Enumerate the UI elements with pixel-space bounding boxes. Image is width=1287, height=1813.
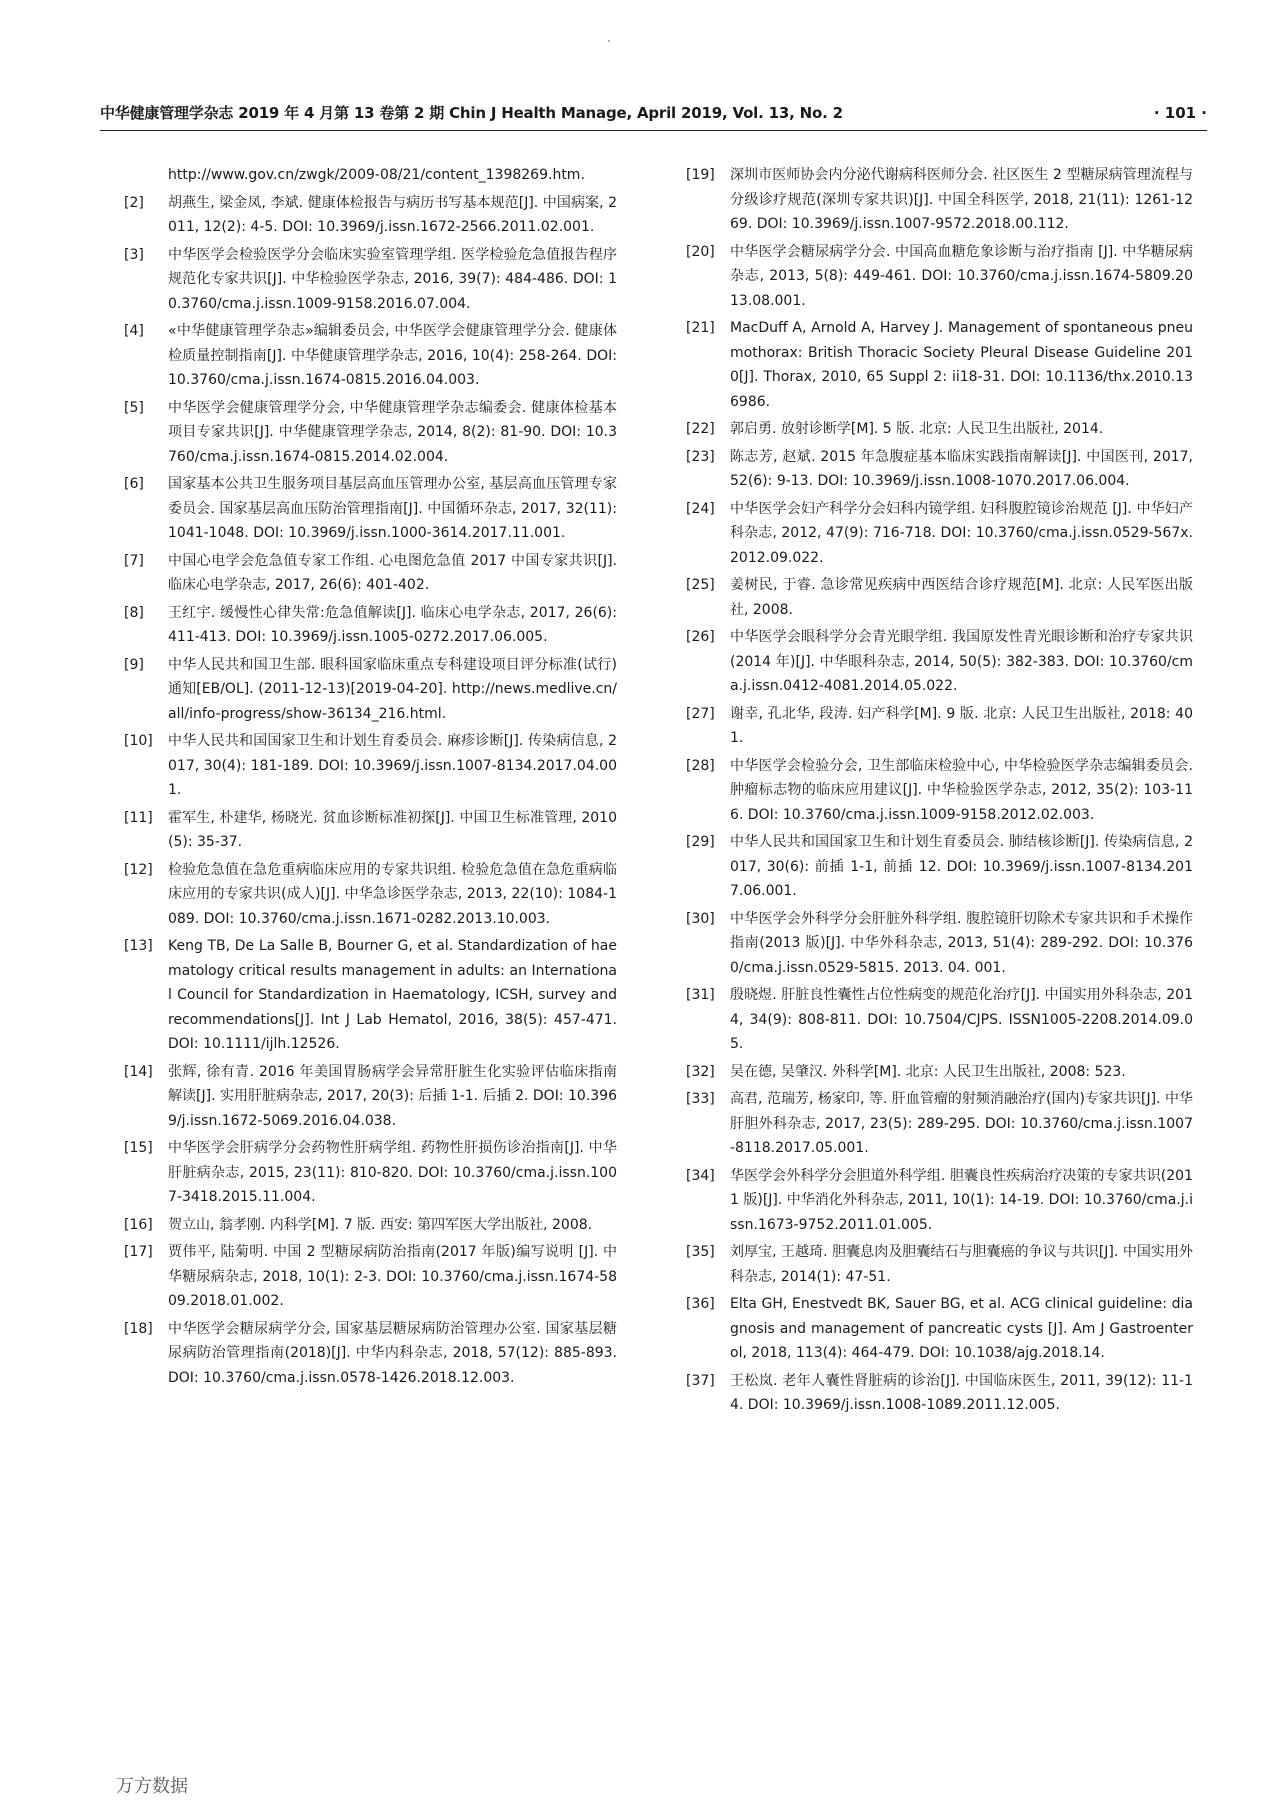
reference-entry <box>124 319 617 393</box>
reference-number: [4] <box>124 323 144 339</box>
reference-text: 中华医学会眼科学分会青光眼学组. 我国原发性青光眼诊断和治疗专家共识(2014 年)[J]. 中华眼科杂志, 2014, 50(5): 382-383. DOI: 10.3760/cma.j.issn.0412-4081.2014.05.022. <box>730 629 1193 694</box>
reference-number: [16] <box>124 1216 153 1233</box>
reference-number: [11] <box>124 809 153 826</box>
references-left-column <box>124 163 617 1393</box>
reference-number: [36] <box>686 1296 715 1312</box>
reference-entry <box>124 934 617 1057</box>
reference-number: [19] <box>686 167 715 183</box>
reference-text: 中华人民共和国卫生部. 眼科国家临床重点专科建设项目评分标准(试行)通知[EB/OL]. (2011-12-13)[2019-04-20]. http://news.medlive.cn/all/info-progress/show-36134_216.html. <box>168 656 617 722</box>
reference-number: [33] <box>686 1091 715 1107</box>
reference-entry <box>124 806 617 855</box>
reference-number: [28] <box>686 757 715 774</box>
reference-entry <box>686 316 1193 414</box>
reference-entry <box>686 1060 1193 1085</box>
reference-text: 殷晓煜. 肝脏良性囊性占位性病变的规范化治疗[J]. 中国实用外科杂志, 2014, 34(9): 808-811. DOI: 10.7504/CJPS. ISSN1005-2208.2014.09.05. <box>730 987 1193 1052</box>
reference-number: [14] <box>124 1063 153 1080</box>
reference-entry <box>124 1317 617 1391</box>
reference-number: [6] <box>124 476 144 492</box>
reference-text: 王松岚. 老年人囊性肾脏病的诊治[J]. 中国临床医生, 2011, 39(12): 11-14. DOI: 10.3969/j.issn.1008-1089.2011.12.005. <box>730 1372 1193 1413</box>
reference-text: Keng TB, De La Salle B, Bourner G, et al. Standardization of haematology critical results management in adults: an International Council for Standardization in Haematology, ICSH, survey and recommendations[J]. Int J Lab Hematol, 2016, 38(5): 457-471. DOI: 10.1111/ijlh.12526. <box>168 938 617 1052</box>
reference-entry <box>124 729 617 803</box>
reference-text: 高君, 范瑞芳, 杨家印, 等. 肝血管瘤的射频消融治疗(国内)专家共识[J]. 中华肝胆外科杂志, 2017, 23(5): 289-295. DOI: 10.3760/cma.j.issn.1007-8118.2017.05.001. <box>730 1091 1193 1156</box>
reference-number: [35] <box>686 1244 715 1260</box>
reference-entry <box>686 1369 1193 1418</box>
watermark-wanfang: 万方数据 <box>116 1776 188 1797</box>
reference-text: 吴在德, 吴肇汉. 外科学[M]. 北京: 人民卫生出版社, 2008: 523. <box>730 1063 1126 1080</box>
journal-citation-line: 中华健康管理学杂志 2019 年 4 月第 13 卷第 2 期 Chin J Health Manage, April 2019, Vol. 13, No. 2 <box>100 104 843 122</box>
reference-number: [30] <box>686 910 715 927</box>
reference-entry <box>686 907 1193 981</box>
reference-entry <box>124 163 617 188</box>
reference-text: 中华医学会检验医学分会临床实验室管理学组. 医学检验危急值报告程序规范化专家共识[J]. 中华检验医学杂志, 2016, 39(7): 484-486. DOI: 10.3760/cma.j.issn.1009-9158.2016.07.004. <box>168 246 617 312</box>
reference-number: [29] <box>686 834 715 850</box>
reference-text: 王红宇. 缓慢性心律失常:危急值解读[J]. 临床心电学杂志, 2017, 26(6): 411-413. DOI: 10.3969/j.issn.1005-0272.2017.06.005. <box>168 604 617 645</box>
reference-entry <box>686 240 1193 314</box>
reference-entry <box>124 1240 617 1314</box>
reference-entry <box>124 1136 617 1210</box>
reference-text: 中华人民共和国国家卫生和计划生育委员会. 麻疹诊断[J]. 传染病信息, 2017, 30(4): 181-189. DOI: 10.3969/j.issn.1007-8134.2017.04.001. <box>168 733 617 798</box>
reference-number: [2] <box>124 194 144 211</box>
reference-number: [23] <box>686 448 715 465</box>
reference-text: 姜树民, 于睿. 急诊常见疾病中西医结合诊疗规范[M]. 北京: 人民军医出版社, 2008. <box>730 577 1193 618</box>
reference-entry <box>686 1087 1193 1161</box>
reference-number: [8] <box>124 604 144 621</box>
reference-text: 中华医学会检验分会, 卫生部临床检验中心, 中华检验医学杂志编辑委员会. 肿瘤标志物的临床应用建议[J]. 中华检验医学杂志, 2012, 35(2): 103-116. DOI: 10.3760/cma.j.issn.1009-9158.2012.02.003. <box>730 757 1193 823</box>
reference-text: 中华医学会妇产科学分会妇科内镜学组. 妇科腹腔镜诊治规范 [J]. 中华妇产科杂志, 2012, 47(9): 716-718. DOI: 10.3760/cma.j.issn.0529-567x.2012.09.022. <box>730 500 1193 566</box>
reference-number: [34] <box>686 1167 715 1184</box>
reference-text: 谢幸, 孔北华, 段涛. 妇产科学[M]. 9 版. 北京: 人民卫生出版社, 2018: 401. <box>730 705 1193 746</box>
reference-number: [22] <box>686 421 715 437</box>
reference-number: [27] <box>686 705 715 722</box>
reference-text: 贺立山, 翁孝刚. 内科学[M]. 7 版. 西安: 第四军医大学出版社, 2008. <box>168 1216 593 1233</box>
reference-entry <box>686 702 1193 751</box>
reference-text: 郭启勇. 放射诊断学[M]. 5 版. 北京: 人民卫生出版社, 2014. <box>730 421 1104 437</box>
reference-entry <box>686 830 1193 904</box>
reference-number: [5] <box>124 399 144 416</box>
running-header <box>100 100 1207 131</box>
reference-number: [15] <box>124 1140 153 1156</box>
reference-entry <box>124 243 617 317</box>
reference-number: [32] <box>686 1063 715 1080</box>
reference-text: 中华医学会外科学分会肝脏外科学组. 腹腔镜肝切除术专家共识和手术操作指南(2013 版)[J]. 中华外科杂志, 2013, 51(4): 289-292. DOI: 10.3760/cma.j.issn.0529-5815. 2013. 04. 001. <box>730 910 1193 976</box>
reference-text: Elta GH, Enestvedt BK, Sauer BG, et al. ACG clinical guideline: diagnosis and management of pancreatic cysts [J]. Am J Gastroenterol, 2018, 113(4): 464-479. DOI: 10.1038/ajg.2018.14. <box>730 1296 1193 1361</box>
reference-text: 中国心电学会危急值专家工作组. 心电图危急值 2017 中国专家共识[J]. 临床心电学杂志, 2017, 26(6): 401-402. <box>168 552 617 593</box>
reference-number: [18] <box>124 1320 153 1337</box>
reference-text: MacDuff A, Arnold A, Harvey J. Management of spontaneous pneumothorax: British Thoracic Society Pleural Disease Guideline 2010[J]. Thorax, 2010, 65 Suppl 2: ii18-31. DOI: 10.1136/thx.2010.136986. <box>730 320 1193 410</box>
reference-text: 中华医学会糖尿病学分会. 中国高血糖危象诊断与治疗指南 [J]. 中华糖尿病杂志, 2013, 5(8): 449-461. DOI: 10.3760/cma.j.issn.1674-5809.2013.08.001. <box>730 243 1193 309</box>
reference-number: [13] <box>124 938 153 954</box>
reference-entry <box>686 445 1193 494</box>
reference-text: 中华医学会健康管理学分会, 中华健康管理学杂志编委会. 健康体检基本项目专家共识[J]. 中华健康管理学杂志, 2014, 8(2): 81-90. DOI: 10.3760/cma.j.issn.1674-0815.2014.02.004. <box>168 399 617 465</box>
reference-number: [7] <box>124 552 144 569</box>
reference-text: «中华健康管理学杂志»编辑委员会, 中华医学会健康管理学分会. 健康体检质量控制指南[J]. 中华健康管理学杂志, 2016, 10(4): 258-264. DOI: 10.3760/cma.j.issn.1674-0815.2016.04.003. <box>168 323 617 388</box>
reference-entry <box>686 754 1193 828</box>
reference-number: [9] <box>124 656 144 673</box>
reference-entry <box>686 625 1193 699</box>
reference-entry <box>124 653 617 727</box>
reference-entry <box>124 472 617 546</box>
reference-entry <box>686 163 1193 237</box>
reference-entry <box>686 573 1193 622</box>
reference-number: [24] <box>686 500 715 517</box>
reference-text: 中华医学会肝病学分会药物性肝病学组. 药物性肝损伤诊治指南[J]. 中华肝脏病杂志, 2015, 23(11): 810-820. DOI: 10.3760/cma.j.issn.1007-3418.2015.11.004. <box>168 1140 617 1205</box>
reference-entry <box>686 497 1193 571</box>
reference-number: [3] <box>124 246 144 263</box>
reference-entry <box>686 417 1193 442</box>
page-number: · 101 · <box>1153 104 1207 122</box>
reference-text: 胡燕生, 梁金凤, 李斌. 健康体检报告与病历书写基本规范[J]. 中国病案, 2011, 12(2): 4-5. DOI: 10.3969/j.issn.1672-2566.2011.02.001. <box>168 194 617 235</box>
reference-number: [10] <box>124 733 153 749</box>
reference-entry <box>124 1213 617 1238</box>
reference-text: 陈志芳, 赵斌. 2015 年急腹症基本临床实践指南解读[J]. 中国医刊, 2017, 52(6): 9-13. DOI: 10.3969/j.issn.1008-1070.2017.06.004. <box>730 448 1193 489</box>
reference-number: [17] <box>124 1244 153 1260</box>
reference-number: [20] <box>686 243 715 260</box>
reference-entry <box>124 601 617 650</box>
reference-text: 中华人民共和国国家卫生和计划生育委员会. 肺结核诊断[J]. 传染病信息, 2017, 30(6): 前插 1-1, 前插 12. DOI: 10.3969/j.issn.1007-8134.2017.06.001. <box>730 834 1193 899</box>
reference-number: [31] <box>686 987 715 1003</box>
reference-entry <box>686 1240 1193 1289</box>
reference-text: 国家基本公共卫生服务项目基层高血压管理办公室, 基层高血压管理专家委员会. 国家基层高血压防治管理指南[J]. 中国循环杂志, 2017, 32(11): 1041-1048. DOI: 10.3969/j.issn.1000-3614.2017.11.001. <box>168 476 617 541</box>
reference-text: 检验危急值在急危重病临床应用的专家共识组. 检验危急值在急危重病临床应用的专家共识(成人)[J]. 中华急诊医学杂志, 2013, 22(10): 1084-1089. DOI: 10.3760/cma.j.issn.1671-0282.2013.10.003. <box>168 861 617 927</box>
reference-text: http://www.gov.cn/zwgk/2009-08/21/content_1398269.htm. <box>168 167 585 183</box>
reference-entry <box>124 191 617 240</box>
reference-entry <box>686 1164 1193 1238</box>
reference-text: 贾伟平, 陆菊明. 中国 2 型糖尿病防治指南(2017 年版)编写说明 [J]. 中华糖尿病杂志, 2018, 10(1): 2-3. DOI: 10.3760/cma.j.issn.1674-5809.2018.01.002. <box>168 1244 617 1309</box>
reference-text: 张辉, 徐有青. 2016 年美国胃肠病学会异常肝脏生化实验评估临床指南解读[J]. 实用肝脏病杂志, 2017, 20(3): 后插 1-1. 后插 2. DOI: 10.3969/j.issn.1672-5069.2016.04.038. <box>168 1063 617 1129</box>
reference-text: 深圳市医师协会内分泌代谢病科医师分会. 社区医生 2 型糖尿病管理流程与分级诊疗规范(深圳专家共识)[J]. 中国全科医学, 2018, 21(11): 1261-1269. DOI: 10.3969/j.issn.1007-9572.2018.00.112. <box>730 167 1193 232</box>
reference-number: [21] <box>686 320 715 336</box>
reference-entry <box>686 1292 1193 1366</box>
reference-text: 华医学会外科学分会胆道外科学组. 胆囊良性疾病治疗决策的专家共识(2011 版)[J]. 中华消化外科杂志, 2011, 10(1): 14-19. DOI: 10.3760/cma.j.issn.1673-9752.2011.01.005. <box>730 1167 1193 1233</box>
reference-text: 中华医学会糖尿病学分会, 国家基层糖尿病防治管理办公室. 国家基层糖尿病防治管理指南(2018)[J]. 中华内科杂志, 2018, 57(12): 885-893. DOI: 10.3760/cma.j.issn.0578-1426.2018.12.003. <box>168 1320 617 1386</box>
reference-number: [25] <box>686 577 715 593</box>
scan-speck <box>608 40 610 42</box>
references-right-column <box>686 163 1193 1421</box>
reference-number: [37] <box>686 1372 715 1389</box>
reference-text: 霍军生, 朴建华, 杨晓光. 贫血诊断标准初探[J]. 中国卫生标准管理, 2010(5): 35-37. <box>168 809 617 850</box>
reference-entry <box>686 983 1193 1057</box>
reference-entry <box>124 858 617 932</box>
reference-number: [26] <box>686 629 715 645</box>
reference-text: 刘厚宝, 王越琦. 胆囊息肉及胆囊结石与胆囊癌的争议与共识[J]. 中国实用外科杂志, 2014(1): 47-51. <box>730 1244 1193 1285</box>
reference-entry <box>124 396 617 470</box>
reference-entry <box>124 549 617 598</box>
reference-entry <box>124 1060 617 1134</box>
reference-number: [12] <box>124 861 153 878</box>
